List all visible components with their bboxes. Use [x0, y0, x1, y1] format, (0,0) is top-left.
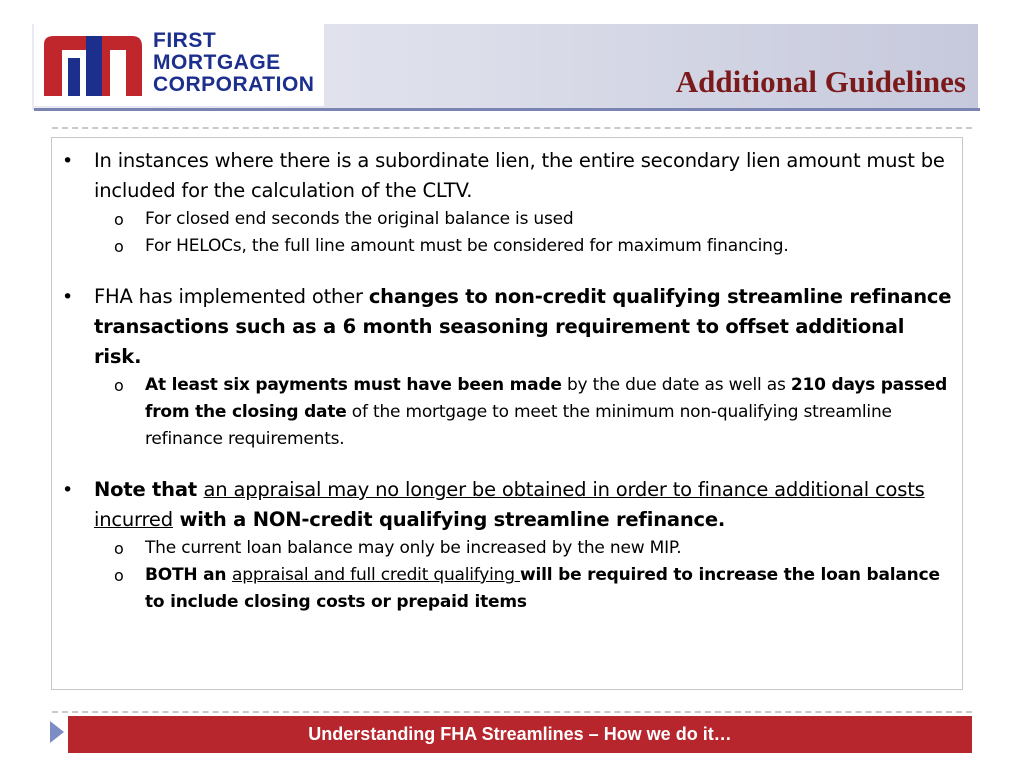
sub-text: The current loan balance may only be increased by the new MIP.	[145, 538, 682, 558]
sub-text-plain: by the due date as well as	[561, 375, 791, 395]
page-title: Additional Guidelines	[675, 64, 966, 99]
footer-dashed-divider	[52, 711, 972, 713]
logo-mark-icon	[40, 30, 146, 100]
header-divider	[34, 108, 980, 111]
bullet-text-bold: Note that	[94, 478, 204, 501]
bullet-text-bold: with a NON-credit qualifying streamline refinance.	[172, 508, 726, 531]
bullet-item	[58, 475, 954, 535]
logo-text	[153, 30, 323, 96]
sub-text: For closed end seconds the original balance is used	[145, 209, 574, 229]
next-arrow-icon[interactable]	[50, 721, 64, 743]
footer-text: Understanding FHA Streamlines – How we do it…	[308, 724, 732, 744]
sub-marker: o	[114, 539, 124, 558]
logo-line-corporation: CORPORATION	[153, 73, 315, 96]
sub-text-underline: appraisal and full credit qualifying	[232, 565, 521, 585]
sub-marker: o	[114, 376, 124, 395]
bullet-text-underline: an appraisal may no longer be obtained in order to finance additional costs incurred	[94, 478, 925, 531]
sub-item	[58, 233, 954, 260]
sub-text-bold: BOTH an	[145, 565, 233, 585]
logo-line-first: FIRST	[153, 29, 217, 52]
sub-item	[58, 372, 954, 453]
bullet-text-plain: FHA has implemented other	[94, 285, 369, 308]
bullet-marker: •	[62, 150, 74, 172]
sub-marker: o	[114, 237, 124, 256]
sub-text-plain: of the mortgage to meet the minimum non-qualifying streamline refinance requirements.	[145, 402, 892, 449]
bullet-text-bold: changes to non-credit qualifying streamline refinance transactions such as a 6 month seasoning requirement to offset additional risk.	[94, 285, 952, 368]
sub-text: For HELOCs, the full line amount must be considered for maximum financing.	[145, 236, 789, 256]
sub-text-bold: 210 days passed from the closing date	[145, 375, 948, 422]
bullet-list	[58, 146, 954, 616]
bullet-item	[58, 282, 954, 372]
sub-item	[58, 206, 954, 233]
bullet-marker: •	[62, 286, 74, 308]
logo-line-mortgage: MORTGAGE	[153, 51, 281, 74]
sub-marker: o	[114, 210, 124, 229]
footer-bar	[68, 716, 972, 753]
bullet-item	[58, 146, 954, 206]
sub-item	[58, 562, 954, 616]
sub-text-bold: will be required to increase the loan balance to include closing costs or prepaid items	[145, 565, 940, 612]
sub-item	[58, 535, 954, 562]
sub-marker: o	[114, 566, 124, 585]
bullet-marker: •	[62, 479, 74, 501]
top-dashed-divider	[52, 127, 972, 129]
bullet-text: In instances where there is a subordinate lien, the entire secondary lien amount must be included for the calculation of the CLTV.	[94, 149, 945, 202]
sub-text-bold: At least six payments must have been made	[145, 375, 562, 395]
